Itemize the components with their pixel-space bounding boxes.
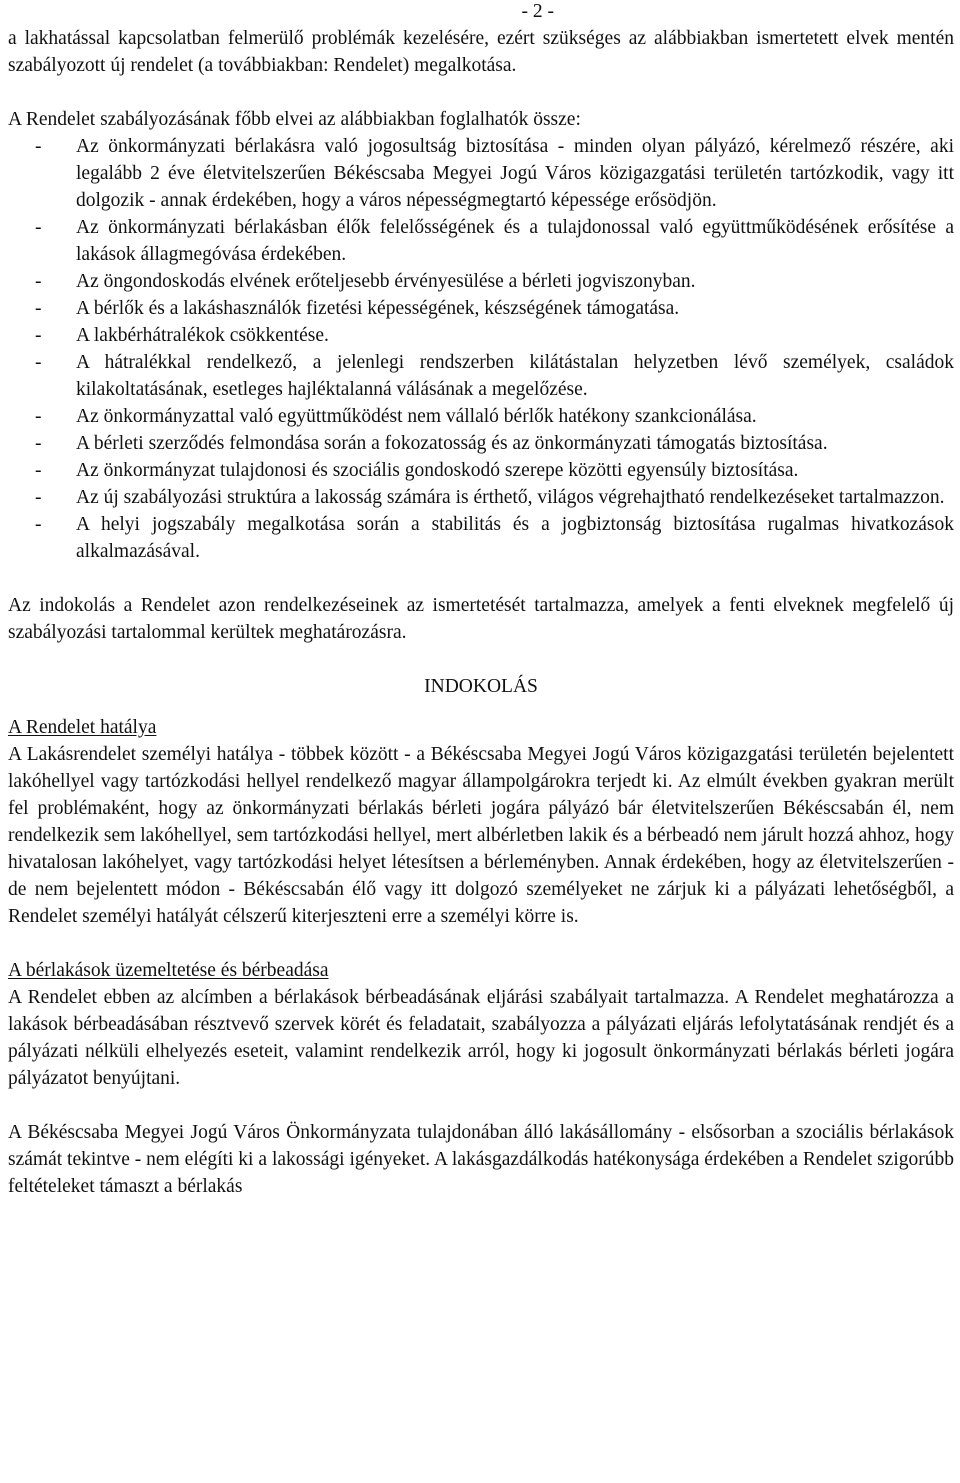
dash-marker: - xyxy=(35,217,42,238)
dash-marker: - xyxy=(35,514,42,535)
dash-marker: - xyxy=(35,136,42,157)
list-item: - A bérlők és a lakáshasználók fizetési képességének, készségének támogatása. xyxy=(8,295,954,322)
dash-marker: - xyxy=(35,298,42,319)
intro-paragraph: a lakhatással kapcsolatban felmerülő problémák kezelésére, ezért szükséges az alábbiakban ismertetett elvek mentén szabályozott új rendelet (a továbbiakban: Rendelet) megalkotása. xyxy=(8,28,954,76)
principles-heading: A Rendelet szabályozásának főbb elvei az alábbiakban foglalhatók össze: xyxy=(8,109,581,130)
section-title-operation: A bérlakások üzemeltetése és bérbeadása xyxy=(8,960,329,981)
summary-paragraph: Az indokolás a Rendelet azon rendelkezéseinek az ismertetését tartalmazza, amelyek a fenti elveknek megfelelő új szabályozási tartalommal kerültek meghatározásra. xyxy=(8,595,954,643)
principles-list xyxy=(8,133,954,565)
list-item: - Az önkormányzati bérlakásban élők felelősségének és a tulajdonossal való együttműködésének erősítése a lakások állagmegóvása érdekében. xyxy=(8,214,954,268)
spacer xyxy=(8,565,954,592)
document-page xyxy=(8,0,954,1200)
dash-marker: - xyxy=(35,352,42,373)
list-item: - Az önkormányzat tulajdonosi és szociális gondoskodó szerepe közötti egyensúly biztosítása. xyxy=(8,457,954,484)
list-item: - A lakbérhátralékok csökkentése. xyxy=(8,322,954,349)
section-title-scope: A Rendelet hatálya xyxy=(8,717,157,738)
list-item: - A helyi jogszabály megalkotása során a stabilitás és a jogbiztonság biztosítása rugalmas hivatkozások alkalmazásával. xyxy=(8,511,954,565)
list-item: - A hátralékkal rendelkező, a jelenlegi rendszerben kilátástalan helyzetben lévő személyek, családok kilakoltatásának, esetleges hajléktalanná válásának a megelőzése. xyxy=(8,349,954,403)
dash-marker: - xyxy=(35,406,42,427)
list-item: - Az önkormányzattal való együttműködést nem vállaló bérlők hatékony szankcionálása. xyxy=(8,403,954,430)
dash-marker: - xyxy=(35,271,42,292)
page-number: - 2 - xyxy=(521,1,554,22)
list-item: - Az öngondoskodás elvének erőteljesebb érvényesülése a bérleti jogviszonyban. xyxy=(8,268,954,295)
list-item: - A bérleti szerződés felmondása során a fokozatosság és az önkormányzati támogatás biztosítása. xyxy=(8,430,954,457)
dash-marker: - xyxy=(35,460,42,481)
section-operation-paragraph: A Rendelet ebben az alcímben a bérlakások bérbeadásának eljárási szabályait tartalmazza. A Rendelet meghatározza a lakások bérbeadásában résztvevő szervek körét és feladatait, szabályozza a pályázati eljárás lefolytatásának rendjét és a pályázati nélküli elhelyezés eseteit, valamint rendelkezik arról, hogy ki jogosult önkormányzati bérlakás bérleti jogára pályázatot benyújtani. xyxy=(8,987,954,1089)
list-item: - Az új szabályozási struktúra a lakosság számára is érthető, világos végrehajtható rendelkezéseket tartalmazzon. xyxy=(8,484,954,511)
spacer xyxy=(8,930,954,957)
dash-marker: - xyxy=(35,487,42,508)
spacer xyxy=(8,79,954,106)
list-item: - Az önkormányzati bérlakásra való jogosultság biztosítása - minden olyan pályázó, kérelmező részére, aki legalább 2 éve életvitelszerűen Békéscsaba Megyei Jogú Város közigazgatási területén tartózkodik, vagy itt dolgozik - annak érdekében, hogy a város népességmegtartó képessége erősödjön. xyxy=(8,133,954,214)
closing-paragraph: A Békéscsaba Megyei Jogú Város Önkormányzata tulajdonában álló lakásállomány - elsősorban a szociális bérlakások számát tekintve - nem elégíti ki a lakossági igényeket. A lakásgazdálkodás hatékonysága érdekében a Rendelet szigorúbb feltételeket támaszt a bérlakás xyxy=(8,1122,954,1197)
dash-marker: - xyxy=(35,325,42,346)
spacer xyxy=(8,1092,954,1119)
main-heading: INDOKOLÁS xyxy=(424,676,538,697)
dash-marker: - xyxy=(35,433,42,454)
section-scope-paragraph: A Lakásrendelet személyi hatálya - többek között - a Békéscsaba Megyei Jogú Város közigazgatási területén bejelentett lakóhellyel vagy tartózkodási hellyel rendelkező magyar állampolgárokra terjedt ki. Az elmúlt években gyakran merült fel problémaként, hogy az önkormányzati bérlakás bérleti jogára pályázó bár életvitelszerűen Békéscsabán él, nem rendelkezik sem lakóhellyel, sem tartózkodási hellyel, mert albérletben lakik és a bérbeadó nem járult hozzá ahhoz, hogy hivatalosan lakóhelyet, vagy tartózkodási helyet létesítsen a bérleményben. Annak érdekében, hogy az életvitelszerűen - de nem bejelentett módon - Békéscsabán élő vagy itt dolgozó személyeket ne zárjuk ki a pályázati lehetőségből, a Rendelet személyi hatályát célszerű kiterjeszteni erre a személyi körre is. xyxy=(8,744,954,927)
